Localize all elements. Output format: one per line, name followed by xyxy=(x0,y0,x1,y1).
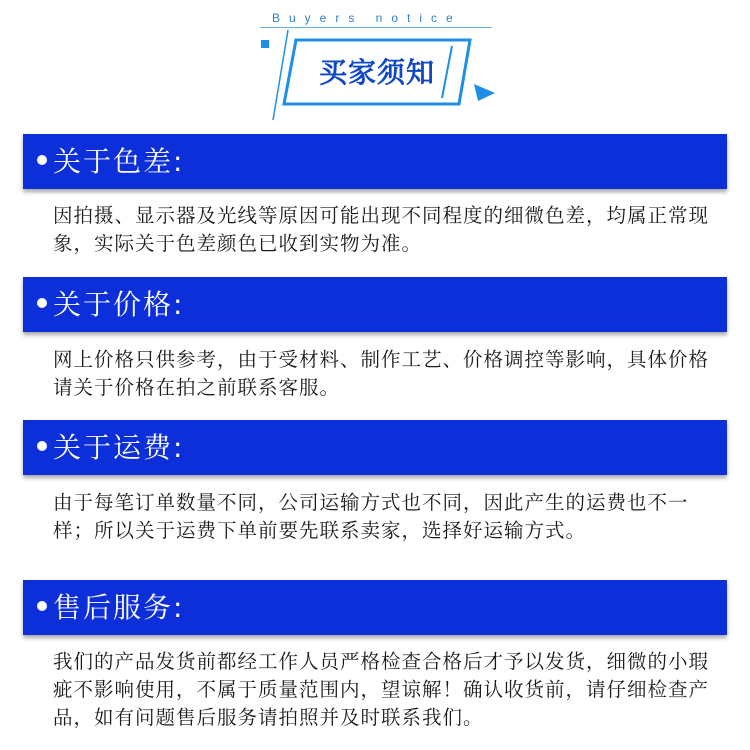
bullet-icon xyxy=(37,155,47,165)
header xyxy=(0,0,750,130)
section-text: 我们的产品发货前都经工作人员严格检查合格后才予以发货，细微的小瑕疵不影响使用，不属于质量范围内，望谅解！确认收货前，请仔细检查产品，如有问题售后服务请拍照并及时联系我们。 xyxy=(53,650,710,729)
section-heading: 关于价格: xyxy=(53,288,185,321)
section-bar-shipping xyxy=(23,420,727,475)
section-bar-after-sales xyxy=(23,580,727,635)
section-heading: 关于运费: xyxy=(53,431,185,464)
bullet-icon xyxy=(37,298,47,308)
section-text: 网上价格只供参考，由于受材料、制作工艺、价格调控等影响，具体价格请关于价格在拍之前联系客服。 xyxy=(53,348,710,399)
section-heading: 售后服务: xyxy=(53,591,185,624)
bullet-icon xyxy=(37,441,47,451)
english-title: Buyers notice xyxy=(272,11,462,25)
bullet-icon xyxy=(37,601,47,611)
section-heading: 关于色差: xyxy=(53,145,185,178)
section-bar-color-difference xyxy=(23,134,727,189)
decor-line xyxy=(273,30,288,120)
section-text: 由于每笔订单数量不同，公司运输方式也不同，因此产生的运费也不一样；所以关于运费下单前要先联系卖家，选择好运输方式。 xyxy=(53,491,689,542)
decor-square xyxy=(261,40,269,48)
arrow-icon xyxy=(474,84,495,101)
section-bar-price xyxy=(23,277,727,332)
section-text: 因拍摄、显示器及光线等原因可能出现不同程度的细微色差，均属正常现象，实际关于色差颜色已收到实物为准。 xyxy=(53,204,710,255)
page-title: 买家须知 xyxy=(318,56,435,89)
